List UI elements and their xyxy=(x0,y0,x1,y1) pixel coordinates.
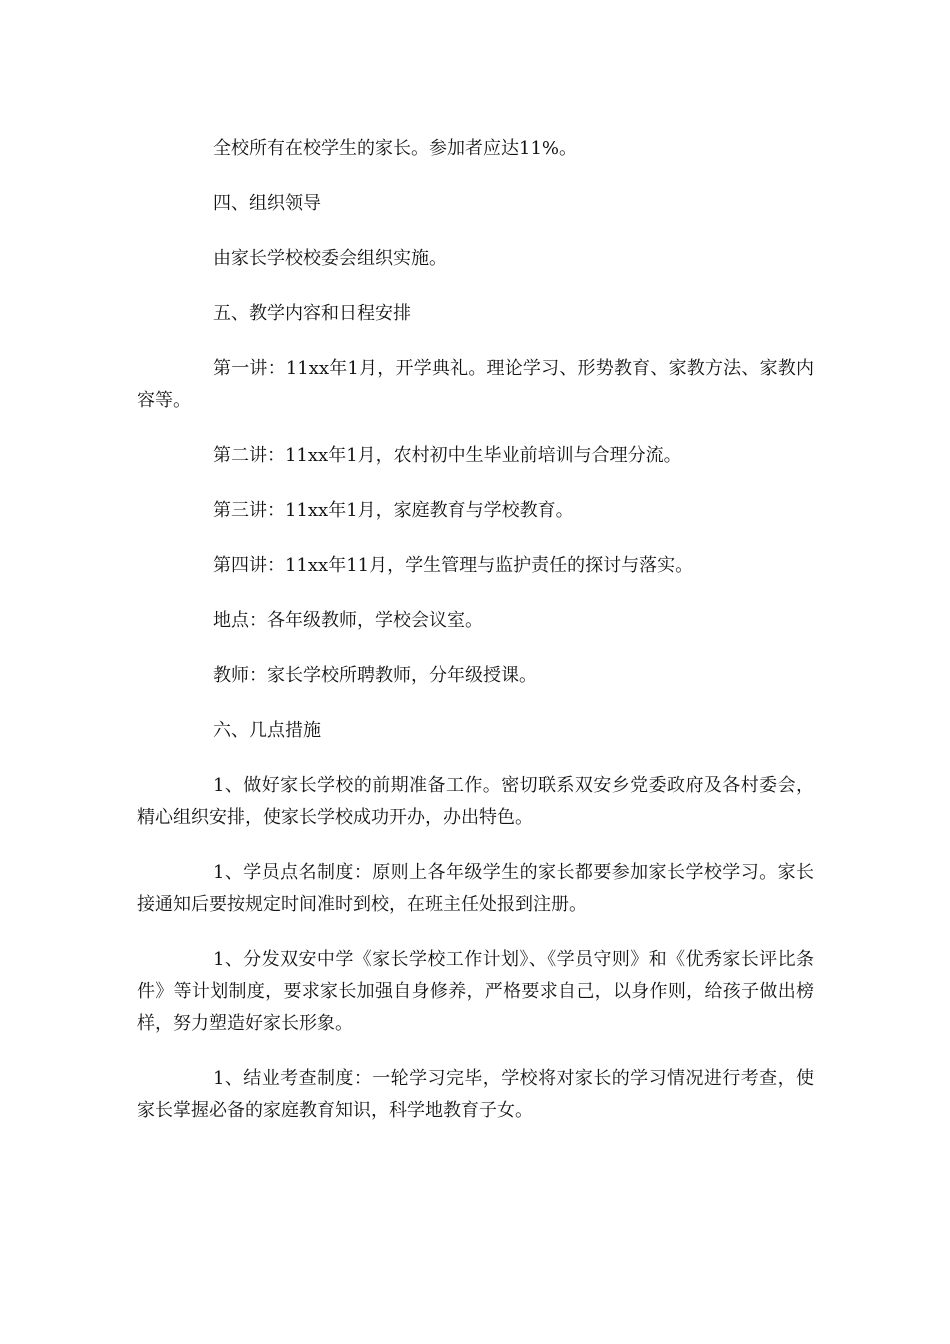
paragraph-teachers: 教师：家长学校所聘教师，分年级授课。 xyxy=(213,665,537,686)
paragraph-measure-assessment: 1、结业考查制度：一轮学习完毕，学校将对家长的学习情况进行考查，使家长掌握必备的家庭教育知识，科学地教育子女。 xyxy=(137,1068,814,1121)
paragraph-lecture-1: 第一讲：11xx年1月，开学典礼。理论学习、形势教育、家教方法、家教内容等。 xyxy=(137,358,814,411)
section-heading-measures: 六、几点措施 xyxy=(213,720,321,741)
paragraph-lecture-4: 第四讲：11xx年11月，学生管理与监护责任的探讨与落实。 xyxy=(213,555,694,576)
paragraph-location: 地点：各年级教师，学校会议室。 xyxy=(213,610,483,631)
section-heading-organization: 四、组织领导 xyxy=(213,193,321,214)
document-body xyxy=(137,133,814,1150)
paragraph-organization: 由家长学校校委会组织实施。 xyxy=(213,248,447,269)
paragraph-participants: 全校所有在校学生的家长。参加者应达11%。 xyxy=(213,138,578,159)
paragraph-lecture-3: 第三讲：11xx年1月，家庭教育与学校教育。 xyxy=(213,500,574,521)
paragraph-measure-preparation: 1、做好家长学校的前期准备工作。密切联系双安乡党委政府及各村委会，精心组织安排，使家长学校成功开办，办出特色。 xyxy=(137,775,814,828)
paragraph-measure-distribution: 1、分发双安中学《家长学校工作计划》、《学员守则》和《优秀家长评比条件》等计划制度，要求家长加强自身修养，严格要求自己，以身作则，给孩子做出榜样，努力塑造好家长形象。 xyxy=(137,949,814,1034)
paragraph-measure-roll-call: 1、学员点名制度：原则上各年级学生的家长都要参加家长学校学习。家长接通知后要按规定时间准时到校，在班主任处报到注册。 xyxy=(137,862,814,915)
paragraph-lecture-2: 第二讲：11xx年1月，农村初中生毕业前培训与合理分流。 xyxy=(213,445,682,466)
section-heading-schedule: 五、教学内容和日程安排 xyxy=(213,303,411,324)
